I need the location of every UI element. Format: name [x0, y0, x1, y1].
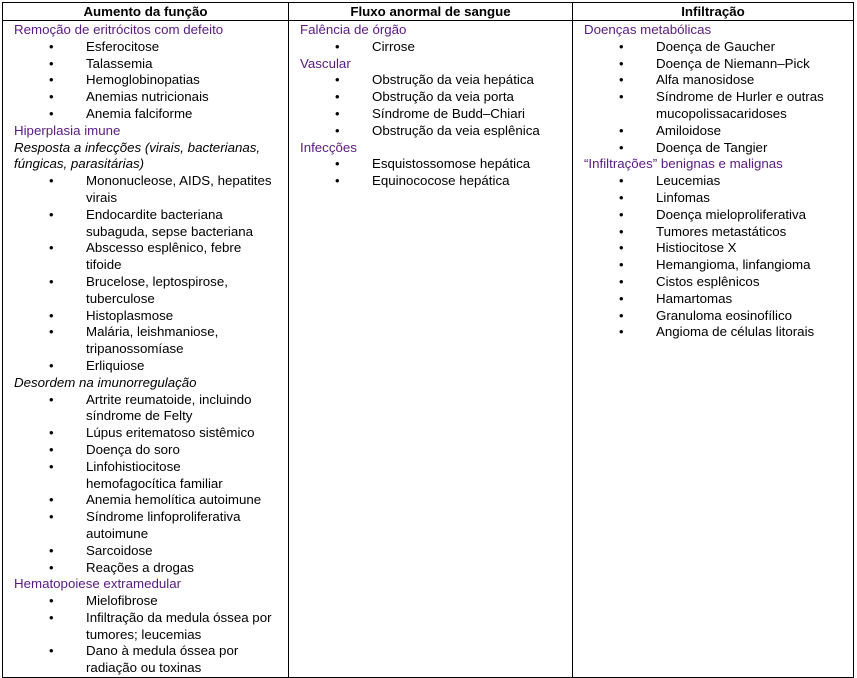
list-item: • Histoplasmose [86, 308, 274, 325]
item-list [14, 593, 274, 677]
list-item: • Doença mieloproliferativa [656, 207, 837, 224]
list-item: • Anemia hemolítica autoimune [86, 492, 274, 509]
list-item: • Histiocitose X [656, 240, 837, 257]
list-item: • Endocardite bacteriana subaguda, sepse bacteriana [86, 207, 274, 241]
list-item: • Doença de Tangier [656, 140, 837, 157]
list-item: • Reações a drogas [86, 560, 274, 577]
group-heading: Infecções [300, 139, 357, 155]
list-item: • Anemia falciforme [86, 106, 274, 123]
group-heading: Remoção de eritrócitos com defeito [14, 22, 224, 37]
list-item: • Lúpus eritematoso sistêmico [86, 425, 274, 442]
header-abnormal-blood-flow: Fluxo anormal de sangue [289, 3, 573, 21]
list-item: • Dano à medula óssea por radiação ou toxinas [86, 643, 274, 677]
header-row [3, 3, 854, 21]
causes-table [2, 2, 854, 678]
list-item: • Doença de Niemann–Pick [656, 56, 837, 73]
item-list [14, 173, 274, 375]
list-item: • Talassemia [86, 56, 274, 73]
list-item: • Linfohistiocitose hemofagocítica familiar [86, 459, 274, 493]
item-list [300, 156, 568, 190]
item-list [300, 72, 568, 139]
list-item: • Hemangioma, linfangioma [656, 257, 837, 274]
list-item: • Infiltração da medula óssea por tumores; leucemias [86, 610, 274, 644]
list-item: • Mielofibrose [86, 593, 274, 610]
column-abnormal-blood-flow [289, 21, 573, 678]
list-item: • Artrite reumatoide, incluindo síndrome de Felty [86, 392, 274, 426]
group-heading: Doenças metabólicas [584, 22, 712, 37]
subgroup-heading: Desordem na imunorregulação [14, 374, 197, 390]
list-item: • Sarcoidose [86, 543, 274, 560]
column-infiltration [573, 21, 854, 678]
group-heading: Hiperplasia imune [14, 122, 121, 138]
list-item: • Síndrome de Budd–Chiari [372, 106, 568, 123]
list-item: • Equinococose hepática [372, 173, 568, 190]
group-heading: Hematopoiese extramedular [14, 576, 182, 592]
list-item: • Doença do soro [86, 442, 274, 459]
item-list [584, 173, 837, 341]
list-item: • Obstrução da veia porta [372, 89, 568, 106]
list-item: • Alfa manosidose [656, 72, 837, 89]
list-item: • Malária, leishmaniose, tripanossomíase [86, 324, 274, 358]
list-item: • Erliquiose [86, 358, 274, 375]
list-item: • Brucelose, leptospirose, tuberculose [86, 274, 274, 308]
list-item: • Esferocitose [86, 39, 274, 56]
list-item: • Granuloma eosinofílico [656, 308, 837, 325]
list-item: • Doença de Gaucher [656, 39, 837, 56]
group-heading: Falência de órgão [300, 22, 407, 37]
list-item: • Cirrose [372, 39, 568, 56]
list-item: • Hamartomas [656, 291, 837, 308]
list-item: • Obstrução da veia esplênica [372, 123, 568, 140]
list-item: • Anemias nutricionais [86, 89, 274, 106]
item-list [300, 39, 568, 56]
list-item: • Amiloidose [656, 123, 837, 140]
list-item: • Leucemias [656, 173, 837, 190]
list-item: • Hemoglobinopatias [86, 72, 274, 89]
list-item: • Cistos esplênicos [656, 274, 837, 291]
item-list [14, 392, 274, 577]
list-item: • Abscesso esplênico, febre tifoide [86, 240, 274, 274]
group-heading: Vascular [300, 55, 351, 71]
content-row [3, 21, 854, 678]
column-function-increase [3, 21, 289, 678]
list-item: • Angioma de células litorais [656, 324, 837, 341]
item-list [584, 39, 837, 157]
list-item: • Tumores metastáticos [656, 224, 837, 241]
header-function-increase: Aumento da função [3, 3, 289, 21]
list-item: • Linfomas [656, 190, 837, 207]
list-item: • Mononucleose, AIDS, hepatites virais [86, 173, 274, 207]
list-item: • Esquistossomose hepática [372, 156, 568, 173]
item-list [14, 39, 274, 123]
header-infiltration: Infiltração [573, 3, 854, 21]
group-heading: “Infiltrações” benignas e malignas [584, 156, 783, 172]
list-item: • Síndrome linfoproliferativa autoimune [86, 509, 274, 543]
list-item: • Síndrome de Hurler e outras mucopolissacaridoses [656, 89, 837, 123]
subgroup-heading: Resposta a infecções (virais, bacterianas, fúngicas, parasitárias) [14, 139, 261, 172]
list-item: • Obstrução da veia hepática [372, 72, 568, 89]
